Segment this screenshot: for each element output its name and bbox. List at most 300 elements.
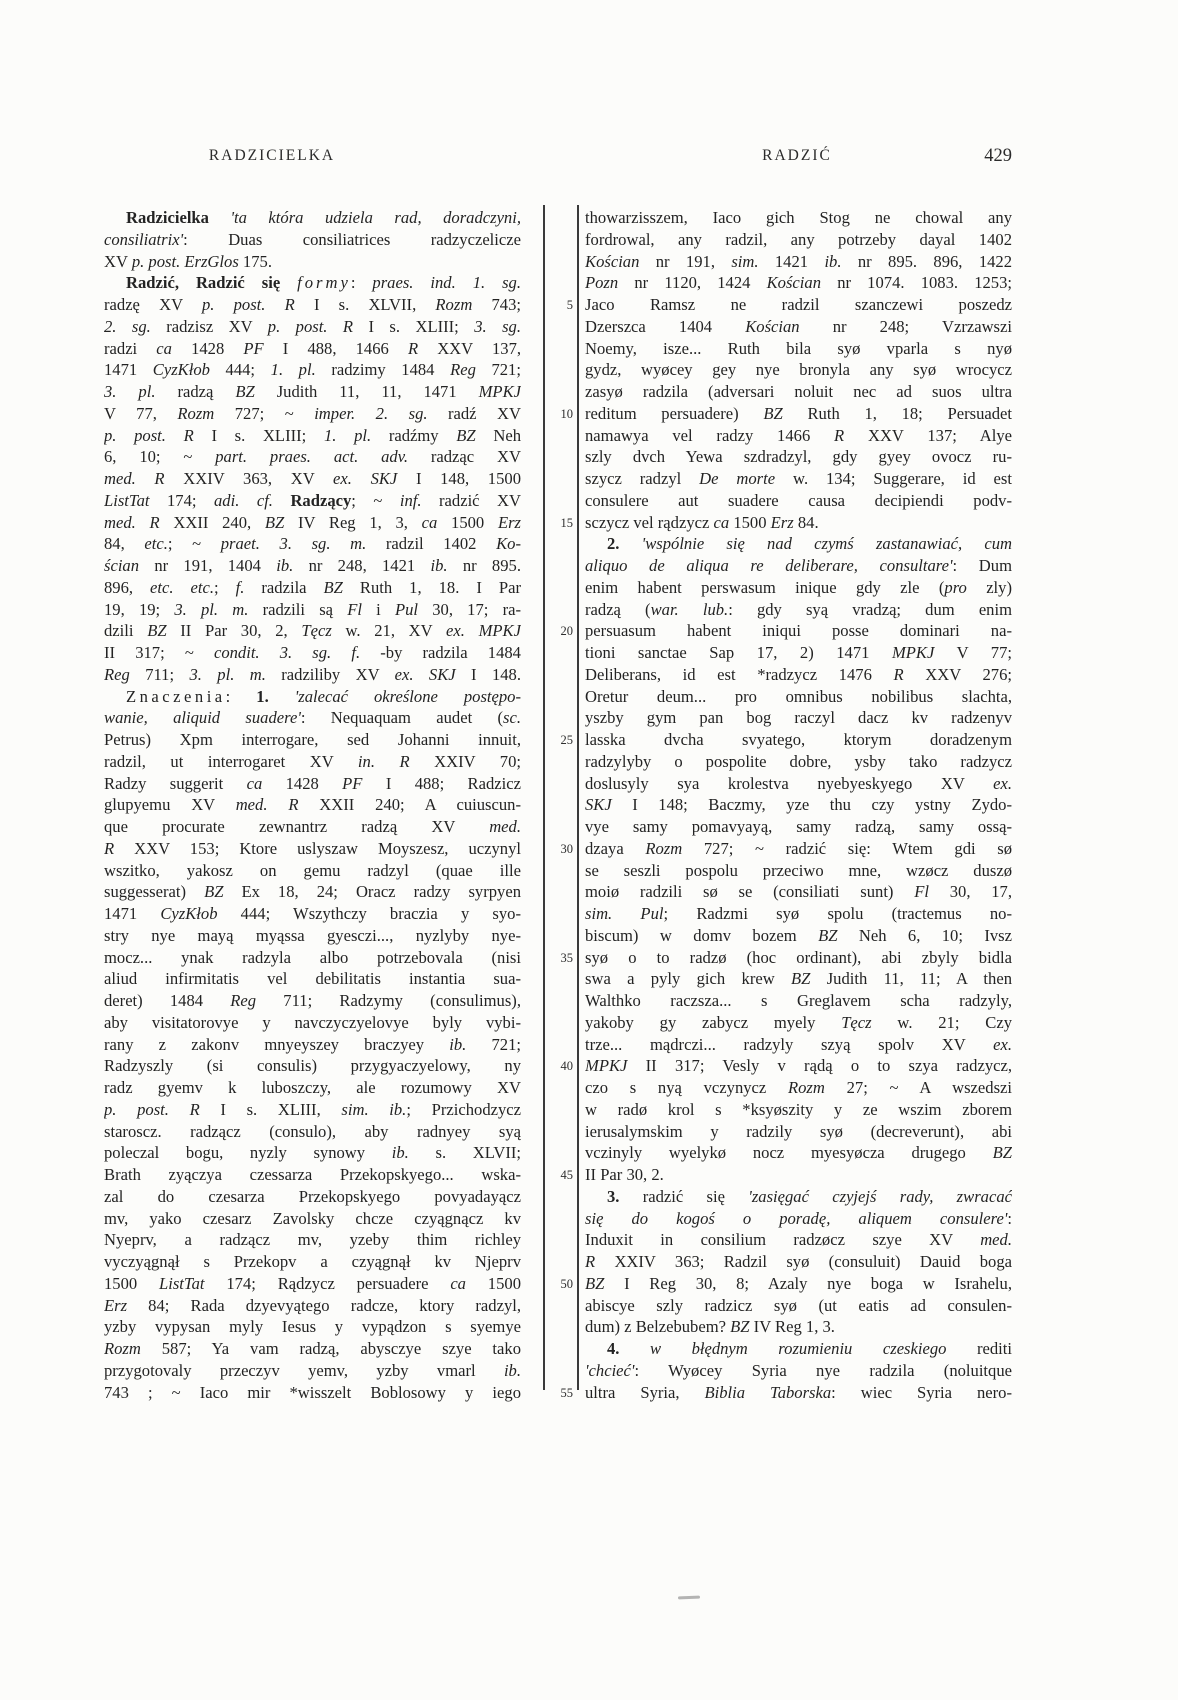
text-line	[585, 903, 1012, 925]
text-run: Judith 11, 11; A then	[810, 969, 1012, 989]
text-line	[104, 881, 521, 903]
text-run: rediti	[946, 1339, 1012, 1358]
text-run: sim. Pul	[585, 904, 664, 923]
text-run: 1428	[171, 338, 244, 358]
text-run: w radø krol s *ksyøszity y ze wszim zborem	[585, 1099, 1012, 1119]
text-line	[104, 968, 521, 990]
text-line	[104, 1251, 521, 1273]
column-divider-left-rule	[543, 205, 545, 1390]
text-run: 1. pl.	[323, 425, 372, 445]
text-run: : Duas consiliatrices radzyczelicze	[183, 229, 521, 249]
text-run: radzą	[155, 382, 236, 401]
text-run: :	[1007, 1208, 1012, 1228]
text-run: med.	[489, 817, 521, 836]
text-line	[585, 794, 1012, 816]
text-run: ib.	[449, 1034, 467, 1054]
text-line	[585, 338, 1012, 360]
text-line	[104, 1208, 521, 1230]
text-run: 'ta która udziela rad, doradczyni,	[230, 208, 521, 227]
text-line	[104, 729, 521, 751]
text-run: ib.	[430, 556, 448, 575]
text-run: czo s nyą vczynycz	[585, 1078, 788, 1097]
text-line	[104, 664, 521, 686]
text-run: ListTat	[159, 1273, 205, 1293]
text-run: aliud infirmitatis vel debilitatis instantia sua-	[104, 969, 521, 989]
text-line	[104, 1121, 521, 1143]
text-run: : wiec Syria nero-	[831, 1382, 1012, 1402]
text-line	[585, 1382, 1012, 1404]
text-line	[585, 1229, 1012, 1251]
text-run: Neh	[475, 425, 521, 445]
text-run: w. 21; Czy	[871, 1012, 1012, 1032]
text-run: praet. 3. sg. m.	[220, 534, 367, 554]
text-run: p. post. R	[104, 1099, 200, 1119]
text-run: 84; Rada dzyevyątego radcze, ktory radzyl,	[127, 1295, 521, 1315]
text-line	[104, 272, 521, 294]
text-run: 3. pl. m.	[174, 599, 249, 619]
text-run: radzil, ut interrogaret XV	[104, 751, 358, 771]
text-line	[585, 1142, 1012, 1164]
text-run: BZ	[147, 621, 167, 641]
text-run: BZ	[323, 577, 343, 597]
text-run: sim. ib.	[341, 1099, 407, 1119]
text-run: R	[585, 1252, 596, 1271]
text-run: BZ	[235, 382, 255, 401]
text-run: 1500	[465, 1273, 521, 1293]
text-line	[104, 1012, 521, 1034]
text-run: Radzić, Radzić się	[126, 273, 298, 293]
text-run: 587; Ya vam radzą, abysczye szye tako	[140, 1339, 521, 1358]
line-number: 30	[560, 841, 573, 856]
text-run: radzimy 1484	[315, 360, 451, 380]
text-run: Rozm	[788, 1078, 825, 1097]
text-run: Radzicielka	[126, 208, 231, 227]
text-run: pro	[944, 577, 967, 597]
text-line	[585, 729, 1012, 751]
text-run: Ko-	[496, 534, 521, 554]
text-line	[104, 425, 521, 447]
text-run: que procurate zewnantrz radzą XV	[104, 817, 490, 836]
text-run: Erz	[497, 512, 521, 532]
text-line	[104, 620, 521, 642]
text-run: nr 895. 896, 1422	[841, 251, 1012, 271]
text-run: XXII 240; A cuiuscun-	[298, 795, 521, 815]
line-number: 50	[560, 1276, 573, 1291]
text-run: Reg	[104, 664, 130, 684]
text-line	[585, 425, 1012, 447]
left-column	[104, 207, 521, 1403]
text-run: Ruth 1, 18. I Par	[342, 577, 521, 597]
text-run: p. post. R	[267, 316, 354, 336]
text-line	[585, 1164, 1012, 1186]
text-run: SKJ	[585, 795, 612, 815]
text-run: etc. etc.	[150, 577, 215, 597]
page-number: 429	[984, 146, 1012, 166]
text-line	[585, 403, 1012, 425]
text-run: 19, 19;	[104, 599, 175, 619]
text-run: Biblia Taborska	[704, 1382, 832, 1402]
text-run: 2.	[607, 534, 620, 554]
text-run: I s. XLIII,	[199, 1099, 342, 1119]
text-line	[585, 990, 1012, 1012]
text-run: gydz, wyøcey gey nye bronyla any syø wrocycz	[585, 360, 1012, 380]
text-run	[269, 687, 295, 706]
text-line	[104, 533, 521, 555]
text-run: : Dum	[952, 556, 1012, 575]
text-line	[104, 338, 521, 360]
text-line	[104, 1273, 521, 1295]
text-run: R	[104, 838, 115, 858]
text-run: :	[225, 686, 257, 706]
text-run: med.	[980, 1230, 1012, 1250]
text-run: MPKJ	[585, 1056, 628, 1076]
text-run: abiscye szly radzicz syø (ut eatis ad consulen-	[585, 1295, 1012, 1315]
text-run: radzili są	[248, 599, 348, 619]
text-run: IV Reg 1, 3,	[284, 512, 422, 532]
column-divider-right-rule	[577, 205, 579, 1390]
text-run: radzić XV	[421, 490, 521, 510]
text-run: Nyeprv, a radzącz mv, yzeby thim richley	[104, 1230, 521, 1250]
text-line	[104, 490, 521, 512]
text-run: MPKJ	[891, 643, 935, 662]
text-run: 'zalecać określone postępo-	[294, 686, 521, 706]
text-run: II 317; ~	[104, 643, 214, 662]
text-run: 1.	[256, 686, 269, 706]
text-run: praes. ind. 1. sg.	[372, 273, 521, 293]
text-run: p. post. R	[201, 295, 295, 314]
text-run: się do kogoś o poradę, aliquem consulere'	[585, 1208, 1008, 1228]
text-line	[585, 1077, 1012, 1099]
text-run: MPKJ	[478, 382, 521, 401]
text-line	[104, 1186, 521, 1208]
text-line	[585, 1338, 1012, 1360]
text-line	[104, 1382, 521, 1404]
text-run: 1500	[437, 512, 498, 532]
text-run: II Par 30, 2.	[585, 1165, 664, 1184]
text-run: thowarzisszem, Iaco gich Stog ne chowal any	[585, 208, 1012, 227]
text-run: radzą (	[585, 599, 651, 619]
text-run: 743;	[472, 295, 521, 314]
text-run: tioni sanctae Sap 17, 2) 1471	[585, 643, 892, 662]
text-run: vczinyly wyelykø nocz myesyøcza drugego	[585, 1143, 993, 1163]
text-run: IV Reg 1, 3.	[749, 1317, 835, 1337]
text-line	[585, 1273, 1012, 1295]
text-line	[585, 490, 1012, 512]
text-run: I s. XLVII,	[294, 295, 436, 314]
text-run: w błędnym rozumieniu czeskiego	[649, 1339, 947, 1358]
text-run: nr 1074. 1083. 1253;	[821, 273, 1012, 293]
text-line	[585, 359, 1012, 381]
text-run: formy	[297, 273, 351, 293]
text-run: doslusyly sya krolestva nyebyeskyego XV	[585, 773, 994, 793]
text-run: ib.	[503, 1360, 521, 1380]
text-run: med. R	[235, 795, 299, 815]
text-line	[104, 707, 521, 729]
text-run: med. R	[104, 512, 160, 532]
text-run: radźmy	[371, 425, 457, 445]
text-line	[104, 642, 521, 664]
text-run: ierusalymskim y radzily syø (decreverunt), abi	[585, 1121, 1012, 1141]
text-run: II 317; Vesly v rądą o to szya radzycz,	[627, 1056, 1012, 1076]
text-run: 30, 17; ra-	[418, 599, 521, 619]
text-line	[585, 294, 1012, 316]
text-run: I 488, 1466	[263, 338, 408, 358]
text-run: mv, yako czesarz Zavolsky chcze czyągnącz kv	[104, 1208, 521, 1228]
text-line	[585, 881, 1012, 903]
text-run: 711;	[129, 664, 190, 684]
text-line	[585, 1360, 1012, 1382]
text-line	[104, 512, 521, 534]
text-run: Pul	[394, 599, 419, 619]
text-run: rany z zakonv mnyeyszey braczyey	[104, 1034, 450, 1054]
text-run: 896,	[104, 577, 151, 597]
text-run: Petrus) Xpm interrogare, sed Johanni innuit,	[104, 730, 521, 749]
text-line	[104, 1099, 521, 1121]
text-run: nr 191,	[639, 251, 732, 271]
text-run: zasyø radzila (adversari noluit nec ad suos ultra	[585, 382, 1012, 401]
text-run: radzić się	[619, 1186, 749, 1206]
text-run: szly dvch Yewa szdradzyl, gdy gyey ovocz ru-	[585, 447, 1012, 467]
text-line	[104, 1316, 521, 1338]
text-line	[585, 272, 1012, 294]
text-run: XXV 137; Alye	[844, 425, 1012, 445]
text-run: nr 895.	[447, 556, 521, 575]
text-line	[104, 294, 521, 316]
text-line	[104, 446, 521, 468]
text-run: Jaco Ramsz ne radzil szanczewi poszedz	[585, 295, 1012, 314]
text-run: 3.	[607, 1186, 620, 1206]
text-line	[104, 1077, 521, 1099]
line-number: 15	[560, 515, 573, 530]
text-run: Radzący	[290, 490, 352, 510]
text-run: Induxit in consilium radzøcz szye XV	[585, 1230, 981, 1250]
text-line	[104, 316, 521, 338]
text-line	[104, 925, 521, 947]
text-run: I 148.	[455, 664, 521, 684]
text-run: ; Przichodzycz	[406, 1099, 521, 1119]
text-run: deret) 1484	[104, 991, 231, 1010]
text-run: 711; Radzymy (consulimus),	[256, 991, 521, 1010]
text-run: 84,	[104, 534, 145, 554]
text-run: ex. SKJ	[394, 664, 456, 684]
text-run: XV	[104, 251, 132, 271]
text-run: I 148; Baczmy, yze thu czy ystny Zydo-	[611, 795, 1012, 815]
text-run: De morte	[699, 469, 776, 488]
text-run: radząc XV	[408, 447, 521, 467]
text-run: 4.	[607, 1339, 620, 1358]
text-run: ib.	[276, 556, 294, 575]
text-run: V 77,	[104, 403, 178, 423]
text-run: Fl	[347, 599, 362, 619]
text-run: yszby gym pan bog raczyl dacz kv radzenyv	[585, 708, 1012, 728]
text-run: consulere aut suadere causa decipiendi podv-	[585, 490, 1012, 510]
right-column	[585, 207, 1012, 1403]
text-run: Dzerszca 1404	[585, 316, 746, 336]
text-line	[585, 773, 1012, 795]
text-run: 'chcieć'	[585, 1360, 635, 1380]
text-run: BZ	[763, 403, 783, 423]
text-run: dzaya	[585, 838, 646, 858]
running-head-right: RADZIĆ	[762, 147, 832, 164]
text-run: 3. pl. m.	[189, 664, 266, 684]
line-number: 10	[560, 406, 573, 421]
text-run: Pozn	[585, 273, 619, 293]
text-run: 1. pl.	[270, 360, 316, 380]
text-run: consiliatrix'	[104, 229, 184, 249]
text-run: Reg	[230, 991, 257, 1010]
text-run: ex.	[993, 773, 1012, 793]
text-run: fordrowal, any radzil, any potrzeby dayal 1402	[585, 229, 1012, 249]
text-run: 1428	[262, 773, 343, 793]
text-run: wanie, aliquid suadere'	[104, 708, 301, 728]
text-run: sc.	[503, 708, 521, 728]
text-run: ; ~	[167, 534, 221, 554]
text-line	[104, 686, 521, 708]
line-number: 5	[566, 298, 573, 312]
text-run: med. R	[104, 469, 165, 488]
text-run: Judith 11, 11, 1471	[254, 382, 479, 401]
text-run: 721;	[475, 360, 521, 380]
text-run: trze... mądrczi... radzyly szyą spolv XV	[585, 1034, 994, 1054]
text-run: 84.	[793, 512, 819, 532]
text-line	[585, 707, 1012, 729]
text-line	[585, 686, 1012, 708]
text-run: CyzKłob	[152, 360, 210, 380]
text-run: imper. 2. sg.	[314, 403, 428, 423]
text-run: 1421	[758, 251, 825, 271]
line-number: 55	[560, 1385, 573, 1400]
text-run: mocz... ynak radzyla albo potrzebovala (nisi	[104, 947, 521, 967]
text-run: Kościan	[745, 316, 800, 336]
text-run: I s. XLIII;	[193, 425, 324, 445]
text-run: s. XLVII;	[408, 1143, 521, 1163]
text-line	[104, 860, 521, 882]
text-line	[585, 1316, 1012, 1338]
text-line	[585, 1012, 1012, 1034]
text-run: sim.	[731, 251, 759, 271]
text-run: BZ	[456, 425, 476, 445]
text-line	[104, 403, 521, 425]
text-line	[585, 1055, 1012, 1077]
text-run: ib.	[391, 1143, 409, 1163]
text-run: moiø radzili sø se (consiliati sunt)	[585, 882, 915, 902]
text-run: Kościan	[766, 273, 822, 293]
text-run: ex. SKJ	[333, 469, 398, 488]
text-run: p. post. ErzGlos	[131, 251, 239, 271]
text-run: part. praes. act. adv.	[215, 447, 408, 467]
text-run: ca	[421, 512, 438, 532]
text-run: zal do czesarza Przekopskyego povyadayącz	[104, 1186, 521, 1206]
line-number: 25	[560, 733, 573, 747]
text-run: : gdy syą vradzą; dum enim	[728, 599, 1012, 619]
text-line	[104, 751, 521, 773]
text-line	[585, 555, 1012, 577]
text-run: ex.	[993, 1034, 1012, 1054]
text-run: PF	[342, 773, 363, 793]
text-run: persuasum habent iniqui posse dominari na-	[585, 621, 1012, 641]
text-run: ; Radzmi syø spolu (tractemus no-	[663, 904, 1012, 923]
text-line	[104, 1295, 521, 1317]
text-run: aby visitatorovye y navczyczyelovye byly vybi-	[104, 1012, 521, 1032]
text-run: radzisz XV	[150, 316, 268, 336]
text-run: ib.	[824, 251, 842, 271]
text-run: wszitko, yakosz on gemu radzyl (quae ille	[104, 860, 521, 880]
text-run: nr 191, 1404	[139, 556, 277, 575]
text-run	[619, 534, 641, 553]
text-run: nr 1120, 1424	[618, 273, 767, 293]
text-run: Ruth 1, 18; Persuadet	[782, 403, 1012, 423]
text-run: 727; ~ radzić się: Wtem gdi sø	[682, 838, 1012, 858]
text-line	[104, 555, 521, 577]
text-run: dzili	[104, 621, 148, 641]
text-line	[104, 359, 521, 381]
line-number: 40	[560, 1059, 573, 1074]
text-run: 727; ~	[214, 403, 315, 423]
text-run: 444; Wszythczy braczia y syo-	[217, 904, 521, 923]
text-run: vyczyągnął s Przekopv a czyągnął kv Njeprv	[104, 1252, 521, 1271]
text-line	[104, 990, 521, 1012]
text-run: BZ	[730, 1317, 750, 1337]
text-line	[585, 1099, 1012, 1121]
text-run: w. 134; Suggerare, id est	[775, 469, 1012, 488]
text-run: PF	[243, 338, 264, 358]
text-line	[585, 816, 1012, 838]
text-run: adi. cf.	[214, 490, 273, 510]
text-line	[104, 207, 521, 229]
text-run: sczycz vel rądzycz	[585, 512, 714, 532]
text-run: 1471	[104, 904, 161, 923]
text-run: war. lub.	[650, 599, 729, 619]
text-run: nr 248, 1421	[293, 556, 431, 575]
text-run: 30, 17,	[928, 882, 1012, 902]
text-run: poleczal bogu, nyzly synowy	[104, 1143, 392, 1163]
text-line	[104, 381, 521, 403]
text-run: Znaczenia	[126, 686, 226, 706]
text-line	[585, 664, 1012, 686]
text-run: Rozm	[177, 403, 215, 423]
text-run: 444;	[209, 360, 271, 380]
text-run: radzylyby o pospolite dobre, ysby tako radzycz	[585, 751, 1012, 771]
text-run: Ex 18, 24; Oracz radzy syrpyen	[223, 882, 521, 902]
text-run: 1500	[729, 512, 771, 532]
text-run: Kościan	[585, 251, 640, 271]
text-run: CyzKłob	[160, 904, 218, 923]
text-line	[585, 1251, 1012, 1273]
text-line	[104, 1338, 521, 1360]
text-run: zly)	[966, 577, 1012, 597]
text-run: Noemy, isze... Ruth bila syø vparla s nyø	[585, 338, 1012, 358]
text-run: radziliby XV	[265, 664, 395, 684]
text-line	[585, 947, 1012, 969]
text-run: biscum) w domv bozem	[585, 925, 819, 945]
text-run: BZ	[818, 925, 838, 945]
text-run: enim habent perswasum inique gdy zle (	[585, 577, 945, 597]
text-run: II Par 30, 2,	[166, 621, 302, 641]
text-run: radz gyemv k luboszczy, ale rozumowy XV	[104, 1078, 521, 1097]
text-line	[585, 251, 1012, 273]
text-run: I s. XLIII;	[353, 316, 475, 336]
text-run: ex. MPKJ	[446, 621, 521, 641]
text-run: radź XV	[427, 403, 521, 423]
text-run: Fl	[914, 882, 929, 902]
text-run: I 148, 1500	[397, 469, 521, 488]
running-head-left: RADZICIELKA	[208, 147, 336, 164]
text-run: lasska dvcha svyatego, ktorym doradzenym	[585, 730, 1012, 749]
text-line	[104, 773, 521, 795]
text-line	[104, 599, 521, 621]
text-run: BZ	[791, 969, 811, 989]
text-line	[585, 751, 1012, 773]
